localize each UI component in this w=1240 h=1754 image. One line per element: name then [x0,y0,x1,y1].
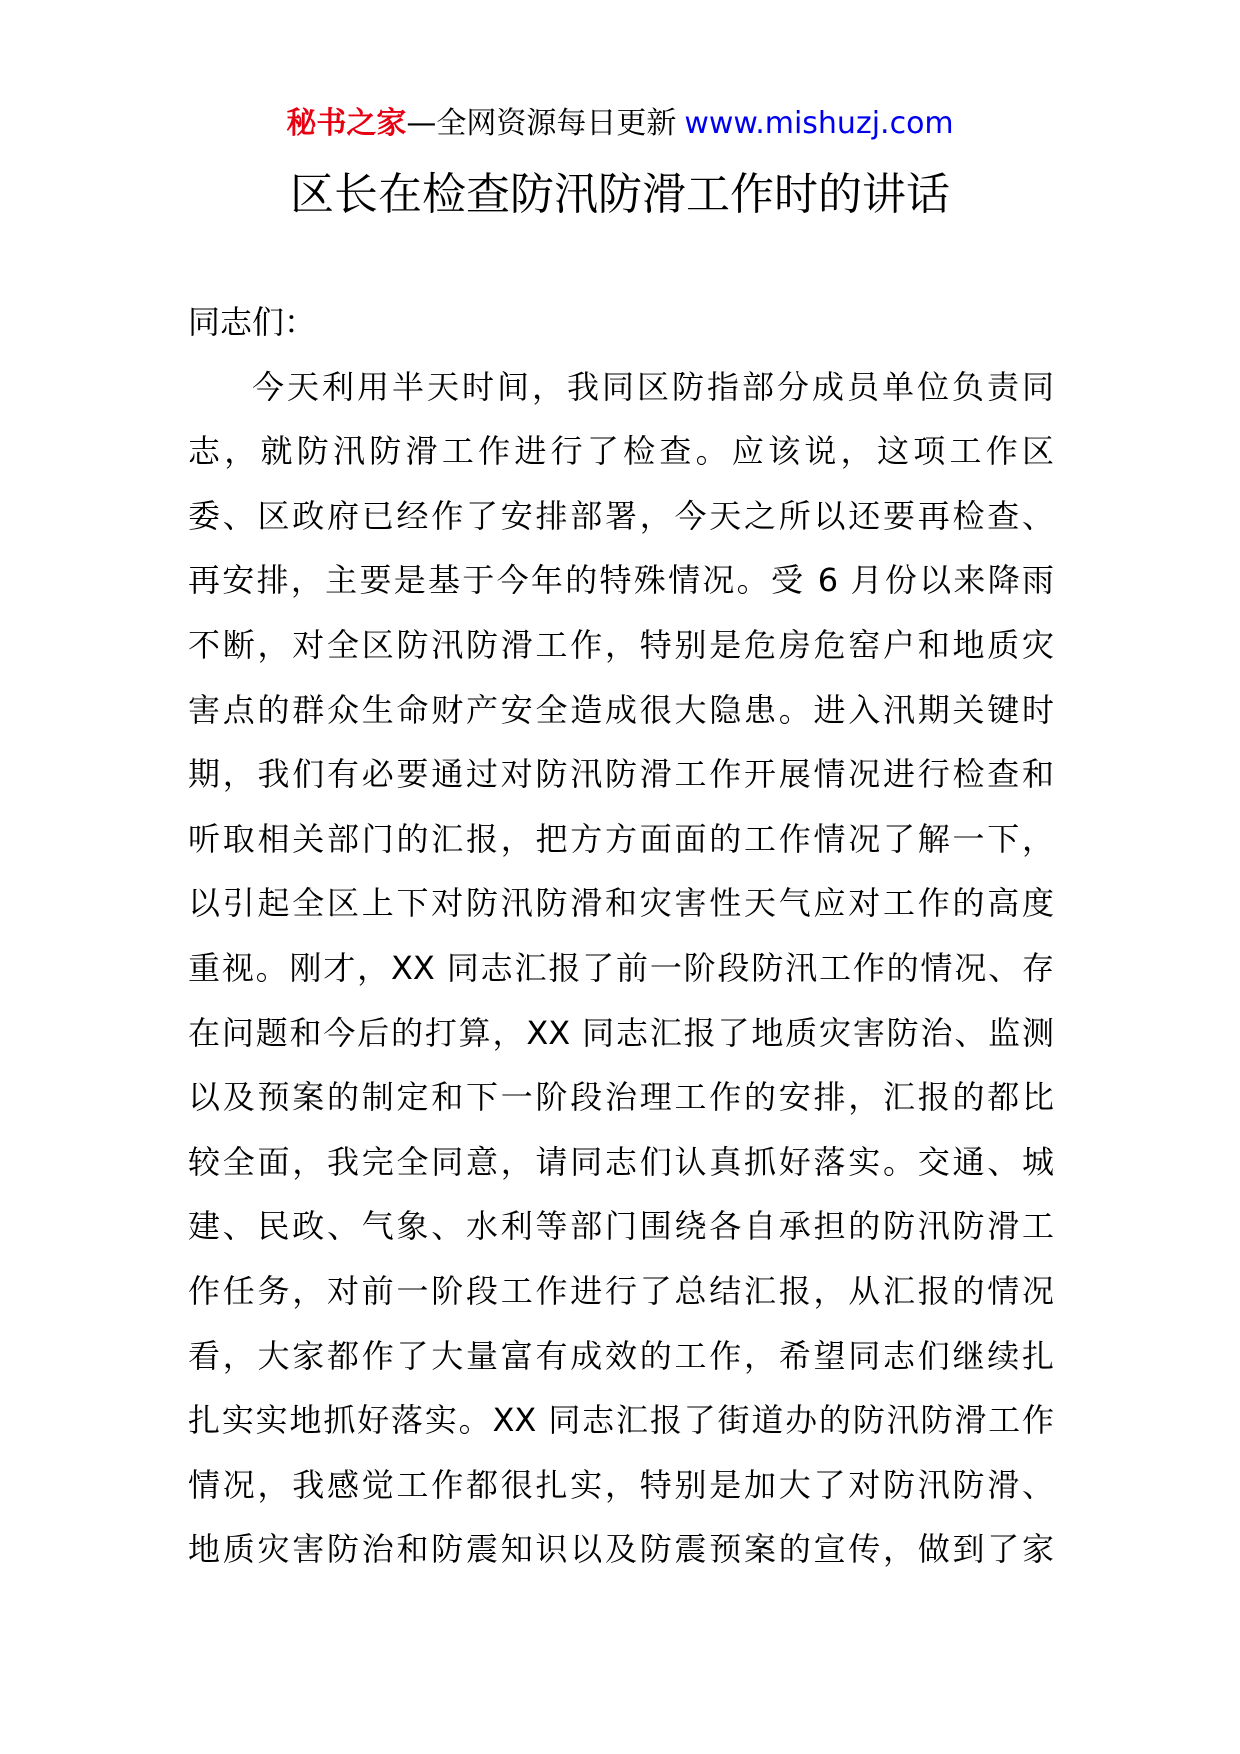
body-line: 建、民政、气象、水利等部门围绕各自承担的防汛防滑工 [188,1207,1054,1246]
body-line: 较全面，我完全同意，请同志们认真抓好落实。交通、城 [188,1142,1054,1181]
body-line: 不断，对全区防汛防滑工作，特别是危房危窑户和地质灾 [188,625,1054,664]
body-line: 在问题和今后的打算，XX 同志汇报了地质灾害防治、监测 [188,1013,1054,1052]
body-line: 今天利用半天时间，我同区防指部分成员单位负责同 [252,367,1054,406]
salutation: 同志们： [188,303,317,341]
body-line: 看，大家都作了大量富有成效的工作，希望同志们继续扎 [188,1336,1054,1375]
document-title: 区长在检查防汛防滑工作时的讲话 [290,169,950,220]
site-header [0,100,1240,148]
body-line: 地质灾害防治和防震知识以及防震预案的宣传，做到了家 [188,1530,1054,1569]
body-line: 期，我们有必要通过对防汛防滑工作开展情况进行检查和 [188,755,1054,794]
body-line: 委、区政府已经作了安排部署，今天之所以还要再检查、 [188,496,1054,535]
body-line: 重视。刚才，XX 同志汇报了前一阶段防汛工作的情况、存 [188,948,1054,987]
body-line: 再安排，主要是基于今年的特殊情况。受 6 月份以来降雨 [188,561,1054,600]
body-line: 情况，我感觉工作都很扎实，特别是加大了对防汛防滑、 [188,1465,1054,1504]
site-tagline: —全网资源每日更新 [406,106,677,141]
body-line: 作任务，对前一阶段工作进行了总结汇报，从汇报的情况 [188,1271,1054,1310]
body-line: 以引起全区上下对防汛防滑和灾害性天气应对工作的高度 [188,884,1054,923]
site-brand: 秘书之家 [286,106,407,141]
body-line: 以及预案的制定和下一阶段治理工作的安排，汇报的都比 [188,1078,1054,1117]
body-line: 听取相关部门的汇报，把方方面面的工作情况了解一下， [188,819,1054,858]
body-line: 害点的群众生命财产安全造成很大隐患。进入汛期关键时 [188,690,1054,729]
body-line: 志，就防汛防滑工作进行了检查。应该说，这项工作区 [188,432,1054,471]
body-paragraph [188,355,1054,1582]
site-url-link[interactable]: www.mishuzj.com [684,106,954,141]
body-line: 扎实实地抓好落实。XX 同志汇报了街道办的防汛防滑工作 [188,1401,1054,1440]
document-body [188,290,1054,1582]
